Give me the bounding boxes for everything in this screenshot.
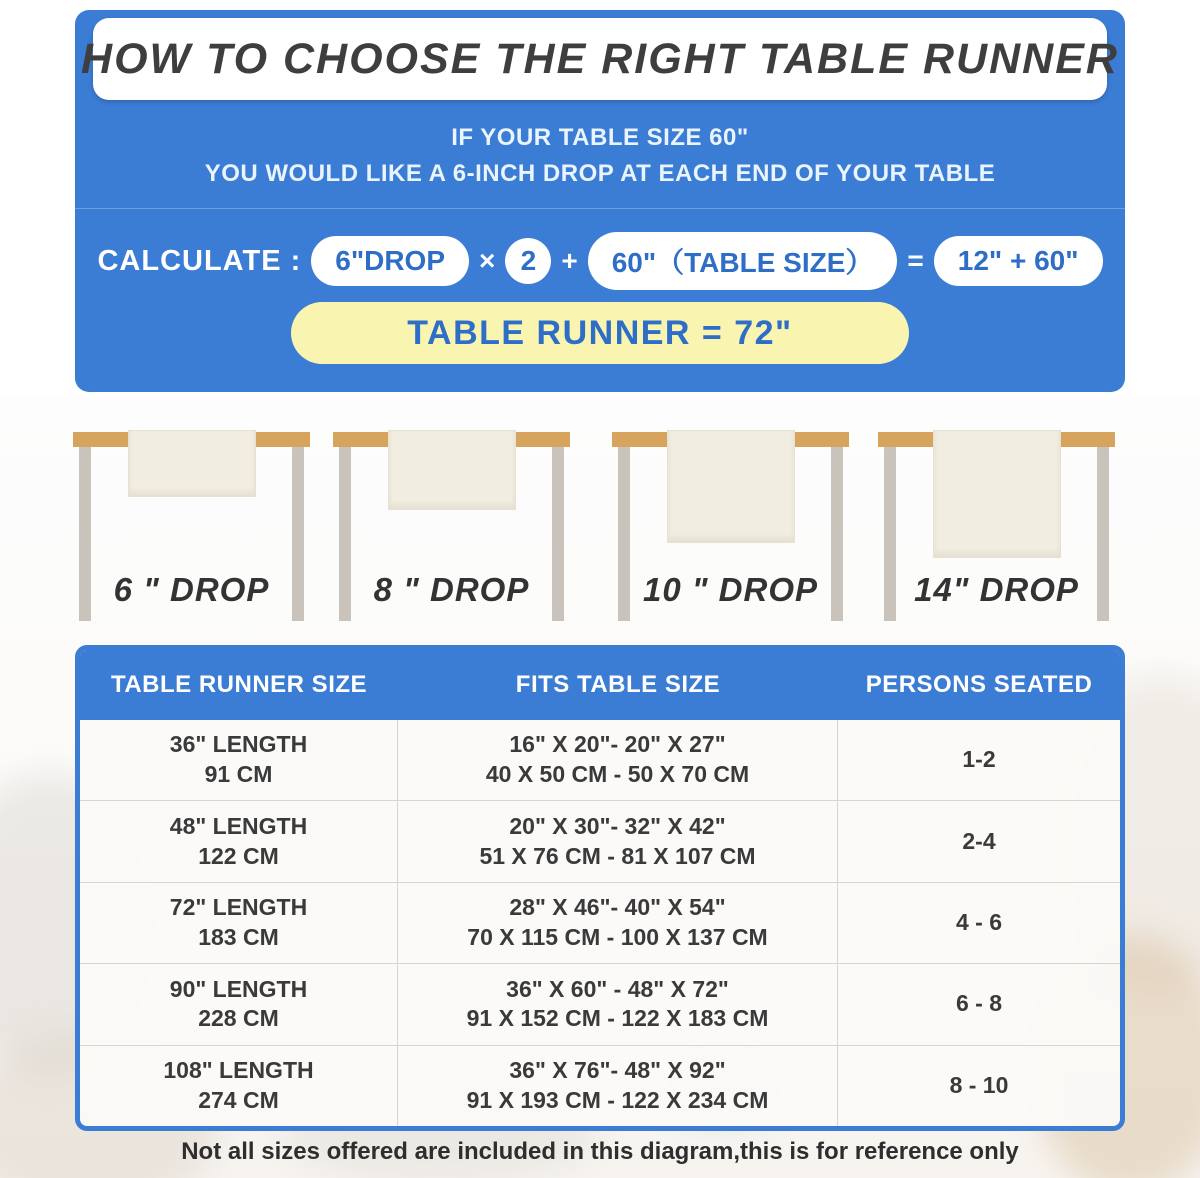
- fits-inches: 36" X 76"- 48" X 92": [509, 1056, 726, 1083]
- drop-label-8: 8 " DROP: [373, 571, 530, 608]
- size-inches: 48" LENGTH: [169, 812, 308, 839]
- size-cm: 183 CM: [198, 924, 279, 951]
- persons-count: 4 - 6: [955, 909, 1003, 936]
- table-runner-total-text: TABLE RUNNER = 72": [407, 313, 793, 352]
- fits-table-cell: [398, 720, 838, 800]
- drop-label-14: 14" DROP: [914, 571, 1079, 608]
- persons-count: 2-4: [962, 827, 996, 854]
- page-title: HOW TO CHOOSE THE RIGHT TABLE RUNNER: [81, 34, 1119, 83]
- table-row: [80, 963, 1120, 1044]
- fits-cm: 40 X 50 CM - 50 X 70 CM: [485, 761, 750, 788]
- fits-inches: 20" X 30"- 32" X 42": [509, 812, 726, 839]
- fits-cm: 91 X 152 CM - 122 X 183 CM: [466, 1005, 769, 1032]
- size-chart: [75, 645, 1125, 1131]
- table-size-pill: 60"（TABLE SIZE）: [588, 232, 898, 290]
- column-header-fits-table: FITS TABLE SIZE: [515, 671, 721, 698]
- fits-cm: 91 X 193 CM - 122 X 234 CM: [466, 1086, 769, 1113]
- divider: [75, 208, 1125, 209]
- table-runner-illustration: [667, 430, 795, 543]
- persons-cell: [838, 720, 1120, 800]
- drop-pill: 6"DROP: [311, 236, 469, 286]
- drop-figure-6: [73, 425, 310, 640]
- size-inches: 36" LENGTH: [169, 731, 308, 758]
- fits-table-cell: [398, 1046, 838, 1126]
- persons-count: 6 - 8: [955, 990, 1003, 1017]
- fits-table-cell: [398, 883, 838, 963]
- persons-cell: [838, 964, 1120, 1044]
- table-row: [80, 800, 1120, 881]
- runner-size-cell: [80, 883, 398, 963]
- fits-table-cell: [398, 964, 838, 1044]
- size-cm: 274 CM: [198, 1086, 279, 1113]
- runner-size-cell: [80, 1046, 398, 1126]
- table-runner-illustration: [933, 430, 1061, 558]
- persons-count: 1-2: [962, 746, 996, 773]
- runner-size-cell: [80, 964, 398, 1044]
- table-row: [80, 720, 1120, 800]
- result-pill: 12" + 60": [934, 236, 1103, 286]
- equals-operator: =: [907, 245, 924, 276]
- drop-figure-14: [878, 425, 1115, 640]
- times-operator: ×: [479, 245, 496, 276]
- drop-figure-8: [333, 425, 570, 640]
- table-runner-illustration: [388, 430, 516, 510]
- header-panel: [75, 10, 1125, 392]
- drop-figure-10: [612, 425, 849, 640]
- subtitle-line-2: YOU WOULD LIKE A 6-INCH DROP AT EACH END OF YOUR TABLE: [204, 160, 996, 187]
- drop-examples: [0, 425, 1200, 640]
- reference-note: Not all sizes offered are included in this diagram,this is for reference only: [181, 1138, 1019, 1165]
- runner-size-cell: [80, 720, 398, 800]
- persons-cell: [838, 883, 1120, 963]
- column-header-persons: PERSONS SEATED: [865, 671, 1093, 698]
- persons-count: 8 - 10: [949, 1071, 1009, 1098]
- size-chart-header: [80, 650, 1120, 720]
- persons-cell: [838, 1046, 1120, 1126]
- drop-label-10: 10 " DROP: [642, 571, 819, 608]
- persons-cell: [838, 801, 1120, 881]
- table-runner-illustration: [128, 430, 256, 497]
- table-runner-total-pill: [291, 302, 909, 364]
- title-banner: [81, 18, 1119, 100]
- fits-cm: 70 X 115 CM - 100 X 137 CM: [467, 924, 768, 951]
- size-cm: 91 CM: [204, 761, 273, 788]
- calculate-label: CALCULATE :: [97, 244, 302, 277]
- size-cm: 122 CM: [198, 842, 279, 869]
- fits-table-cell: [398, 801, 838, 881]
- fits-inches: 28" X 46"- 40" X 54": [509, 894, 726, 921]
- table-row: [80, 882, 1120, 963]
- size-chart-body: [80, 720, 1120, 1126]
- fits-inches: 16" X 20"- 20" X 27": [509, 731, 726, 758]
- size-cm: 228 CM: [198, 1005, 279, 1032]
- subtitle-line-1: IF YOUR TABLE SIZE 60": [451, 124, 749, 151]
- multiplier-badge: 2: [505, 238, 551, 284]
- size-inches: 90" LENGTH: [169, 975, 308, 1002]
- calculation-row: [75, 232, 1125, 290]
- drop-label-6: 6 " DROP: [113, 571, 270, 608]
- runner-size-cell: [80, 801, 398, 881]
- fits-inches: 36" X 60" - 48" X 72": [506, 975, 729, 1002]
- fits-cm: 51 X 76 CM - 81 X 107 CM: [479, 842, 756, 869]
- size-inches: 108" LENGTH: [163, 1056, 314, 1083]
- column-header-runner-size: TABLE RUNNER SIZE: [110, 671, 368, 698]
- size-inches: 72" LENGTH: [169, 894, 308, 921]
- table-row: [80, 1045, 1120, 1126]
- plus-operator: +: [561, 245, 578, 276]
